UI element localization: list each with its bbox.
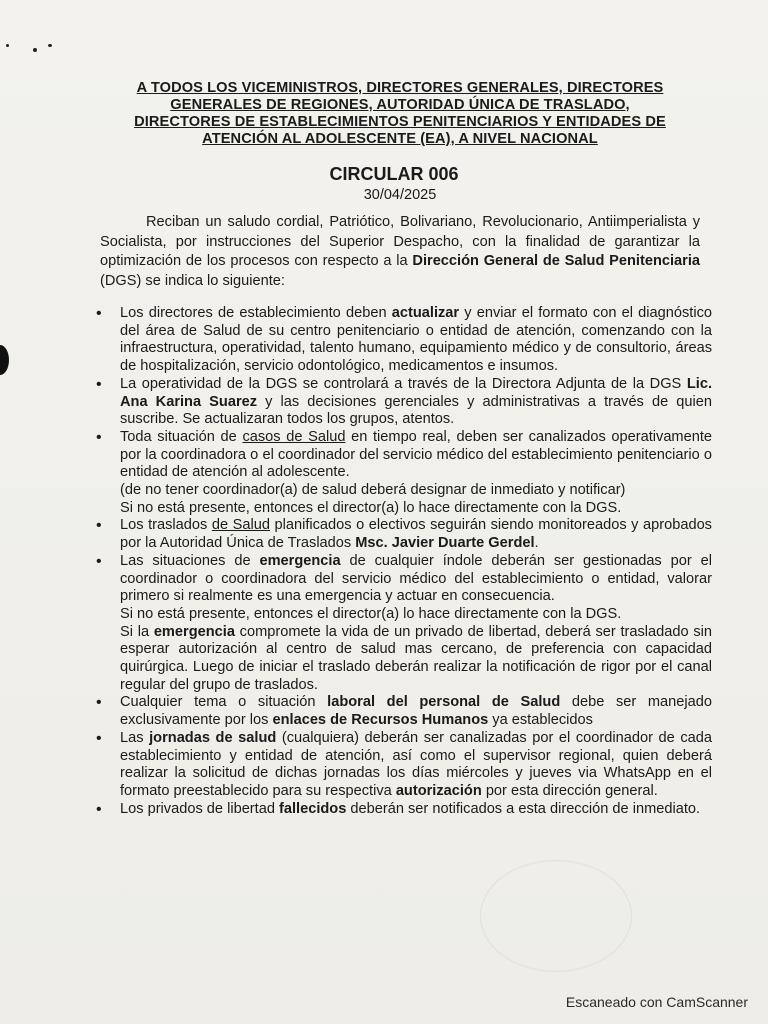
bullet-icon: • (96, 729, 102, 747)
item-paragraph (120, 553, 712, 606)
intro-paragraph (100, 213, 700, 291)
item-text: . (534, 535, 539, 552)
item-text: y enviar el formato con el diagnóstico del área de Salud de su centro penitenciario o entidad de atención, comenzando con la infraestructura, operatividad, talento humano, equipamiento médico y de consultorio, áreas de hospitalización, servicio odontológico, medicamentos e insumos. (120, 305, 713, 375)
bullet-icon: • (96, 305, 102, 322)
item-text: por esta dirección general. (481, 782, 658, 799)
list-item (86, 553, 712, 695)
item-paragraph (120, 429, 712, 482)
item-text: deberán ser notificados a esta dirección de inmediato. (346, 800, 701, 817)
item-bold: emergencia (153, 623, 235, 640)
item-text: compromete la vida de un privado de libertad, deberá ser trasladado sin esperar autorización al centro de salud mas cercano, de preferencia con capacidad quirúrgica. Luego de iniciar el traslado deberán realizar la notificación de rigor por el canal regular del grupo de traslados. (120, 623, 712, 693)
item-text: Los traslados (120, 517, 212, 534)
heading-line: A TODOS LOS VICEMINISTROS, DIRECTORES GENERALES, DIRECTORES (136, 80, 664, 96)
intro-indent (100, 214, 146, 230)
item-text: en tiempo real, deben ser canalizados operativamente por la coordinadora o el coordinador del servicio médico del establecimiento penitenciario o entidad de atención al adolescente. (120, 428, 712, 481)
instructions-list (86, 305, 712, 818)
bullet-icon: • (96, 694, 102, 712)
list-item (86, 694, 712, 729)
item-bold: laboral del personal de Salud (327, 694, 561, 711)
item-text: (cualquiera) deberán ser canalizadas por el coordinador de cada establecimiento y entidad de atención, así como el supervisor regional, quien deberá realizar la solicitud de dichas jornadas los días miércoles y jueves via WhatsApp en el formato preestablecido para su respectiva (120, 729, 712, 799)
bullet-icon: • (96, 800, 102, 818)
list-item (86, 801, 712, 819)
item-note: Si no está presente, entonces el director(a) lo hace directamente con la DGS. (120, 605, 622, 622)
item-underlined: de Salud (211, 517, 270, 534)
item-paragraph (120, 624, 712, 695)
heading-line: DIRECTORES DE ESTABLECIMIENTOS PENITENCIARIOS Y ENTIDADES DE (134, 114, 666, 130)
item-bold: actualizar (391, 305, 460, 321)
intro-bold: Dirección General de Salud Penitenciaria (412, 253, 700, 269)
item-text: Toda situación de (120, 428, 243, 445)
addressee-heading (100, 80, 700, 148)
faint-stamp-mark (480, 860, 632, 972)
item-text: Las (120, 729, 150, 746)
intro-text: Reciban un saludo cordial, Patriótico, Bolivariano, Revolucionario, Antiimperialista y Socialista, por instrucciones del Superior Despacho, con la finalidad de garantizar la optimización de los procesos con respecto a la (100, 214, 700, 269)
item-text: de cualquier índole deberán ser gestionadas por el coordinador o coordinadora del servicio médico del establecimiento o entidad, valorar primero si realmente es una emergencia y actuar en consecuencia. (120, 552, 712, 605)
circular-title: CIRCULAR 006 (329, 164, 459, 184)
list-item (86, 429, 712, 518)
list-item (86, 376, 712, 429)
list-item (86, 517, 712, 552)
item-text: y las decisiones gerenciales y administrativas a través de quien suscribe. Se actualizaran todos los grupos, atentos. (120, 393, 712, 428)
item-text: planificados o electivos seguirán siendo monitoreados y aprobados por la Autoridad Única de Traslados (120, 517, 712, 552)
item-bold: fallecidos (279, 800, 347, 817)
item-text: debe ser manejado exclusivamente por los (120, 694, 712, 729)
item-text: Si la (120, 623, 154, 640)
item-bold: Lic. Ana Karina Suarez (120, 375, 712, 410)
scan-speck (6, 44, 9, 47)
bullet-icon: • (96, 517, 102, 535)
heading-line: GENERALES DE REGIONES, AUTORIDAD ÚNICA DE TRASLADO, (170, 97, 630, 113)
heading-line: ATENCIÓN AL ADOLESCENTE (EA), A NIVEL NACIONAL (202, 131, 598, 147)
item-bold: autorización (395, 782, 482, 799)
item-text: ya establecidos (488, 712, 593, 729)
item-text: Cualquier tema o situación (120, 694, 328, 711)
bullet-icon: • (96, 428, 102, 446)
scanner-watermark: Escaneado con CamScanner (565, 994, 748, 1010)
binder-hole-mark (0, 345, 9, 375)
item-bold: jornadas de salud (149, 729, 277, 746)
circular-date: 30/04/2025 (363, 187, 437, 203)
scan-speck (33, 48, 37, 52)
item-bold: emergencia (259, 552, 341, 569)
item-text: Las situaciones de (120, 552, 260, 569)
bullet-icon: • (96, 375, 102, 393)
item-text: Los directores de establecimiento deben (120, 305, 392, 321)
item-text: La operatividad de la DGS se controlará a través de la Directora Adjunta de la DGS (120, 375, 687, 392)
bullet-icon: • (96, 552, 102, 570)
item-text: Los privados de libertad (120, 800, 280, 817)
item-note: Si no está presente, entonces el director(a) lo hace directamente con la DGS. (120, 499, 622, 516)
item-underlined: casos de Salud (242, 428, 346, 445)
item-bold: Msc. Javier Duarte Gerdel (355, 535, 535, 552)
scan-speck (48, 44, 52, 47)
list-item (86, 305, 712, 376)
item-note: (de no tener coordinador(a) de salud deberá designar de inmediato y notificar) (120, 482, 626, 499)
item-bold: enlaces de Recursos Humanos (272, 712, 489, 729)
list-item (86, 730, 712, 801)
intro-text: (DGS) se indica lo siguiente: (100, 272, 285, 289)
